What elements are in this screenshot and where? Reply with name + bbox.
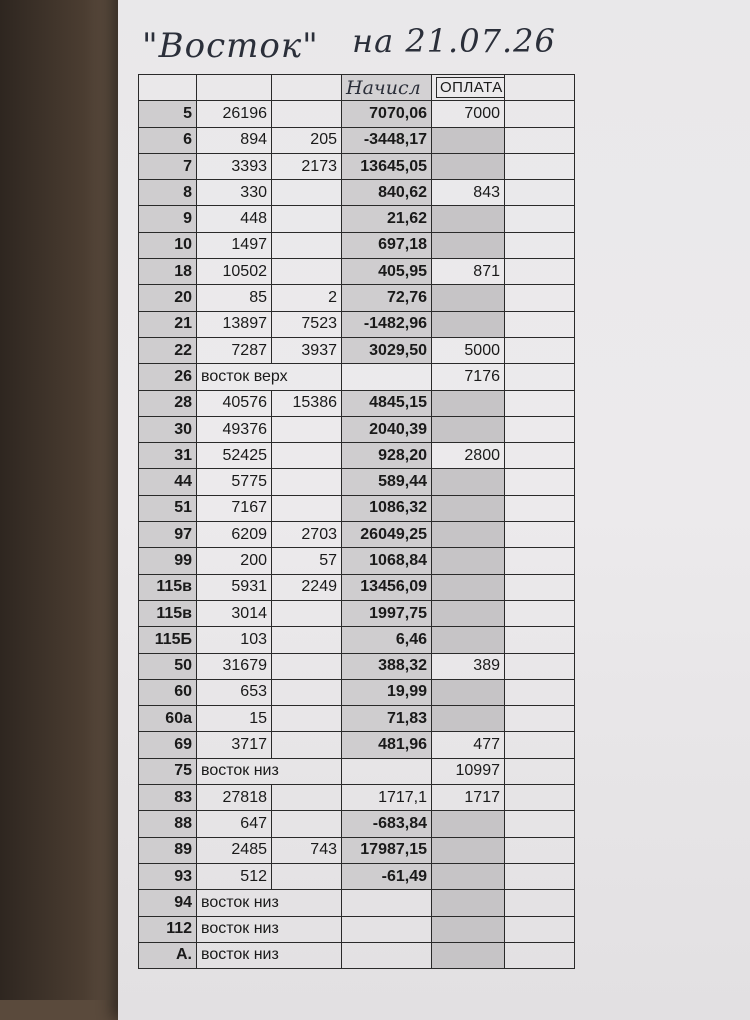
row-number: 50 xyxy=(139,653,197,679)
row-payment: 843 xyxy=(432,180,505,206)
table-row xyxy=(139,785,575,811)
table-row xyxy=(139,732,575,758)
row-number: 89 xyxy=(139,837,197,863)
row-payment xyxy=(432,469,505,495)
row-extra-empty xyxy=(505,916,575,942)
row-number: 26 xyxy=(139,364,197,390)
row-value-b xyxy=(272,627,342,653)
row-number: 20 xyxy=(139,285,197,311)
table-row xyxy=(139,916,575,942)
row-extra-empty xyxy=(505,863,575,889)
row-value-b: 7523 xyxy=(272,311,342,337)
row-payment xyxy=(432,311,505,337)
row-payment xyxy=(432,679,505,705)
row-location: восток низ xyxy=(197,758,342,784)
row-extra-empty xyxy=(505,574,575,600)
row-payment xyxy=(432,600,505,626)
row-payment xyxy=(432,942,505,968)
row-location: восток низ xyxy=(197,916,342,942)
row-payment xyxy=(432,627,505,653)
table-row xyxy=(139,232,575,258)
row-accrued: 1997,75 xyxy=(342,600,432,626)
row-accrued xyxy=(342,758,432,784)
row-value-b xyxy=(272,732,342,758)
table-row xyxy=(139,548,575,574)
row-accrued: 589,44 xyxy=(342,469,432,495)
row-accrued xyxy=(342,890,432,916)
row-accrued: 19,99 xyxy=(342,679,432,705)
row-value-b xyxy=(272,416,342,442)
row-value-a: 103 xyxy=(197,627,272,653)
table-row xyxy=(139,653,575,679)
row-number: 69 xyxy=(139,732,197,758)
row-accrued: 481,96 xyxy=(342,732,432,758)
row-accrued: 7070,06 xyxy=(342,101,432,127)
row-extra-empty xyxy=(505,495,575,521)
row-number: 30 xyxy=(139,416,197,442)
table-row xyxy=(139,837,575,863)
row-accrued: -3448,17 xyxy=(342,127,432,153)
row-number: 28 xyxy=(139,390,197,416)
row-accrued: 388,32 xyxy=(342,653,432,679)
row-payment xyxy=(432,706,505,732)
table-row xyxy=(139,285,575,311)
row-number: 115в xyxy=(139,600,197,626)
row-payment xyxy=(432,890,505,916)
header-payment-cell xyxy=(432,75,505,101)
row-number: 60 xyxy=(139,679,197,705)
row-value-a: 3717 xyxy=(197,732,272,758)
table-row xyxy=(139,443,575,469)
row-accrued: 6,46 xyxy=(342,627,432,653)
table-row xyxy=(139,416,575,442)
row-accrued xyxy=(342,364,432,390)
row-extra-empty xyxy=(505,679,575,705)
row-number: 51 xyxy=(139,495,197,521)
row-extra-empty xyxy=(505,180,575,206)
row-extra-empty xyxy=(505,259,575,285)
row-accrued: 13645,05 xyxy=(342,153,432,179)
row-extra-empty xyxy=(505,732,575,758)
table-row xyxy=(139,758,575,784)
row-extra-empty xyxy=(505,206,575,232)
row-payment xyxy=(432,285,505,311)
row-value-a: 894 xyxy=(197,127,272,153)
row-payment xyxy=(432,153,505,179)
table-row xyxy=(139,259,575,285)
row-accrued xyxy=(342,916,432,942)
row-value-b xyxy=(272,180,342,206)
row-value-b xyxy=(272,785,342,811)
row-value-b xyxy=(272,653,342,679)
row-payment xyxy=(432,416,505,442)
row-number: 18 xyxy=(139,259,197,285)
row-accrued: 13456,09 xyxy=(342,574,432,600)
row-extra-empty xyxy=(505,837,575,863)
row-payment xyxy=(432,495,505,521)
row-value-b xyxy=(272,863,342,889)
row-extra-empty xyxy=(505,600,575,626)
row-number: 99 xyxy=(139,548,197,574)
row-payment xyxy=(432,811,505,837)
row-payment xyxy=(432,522,505,548)
row-value-b xyxy=(272,469,342,495)
row-accrued: 2040,39 xyxy=(342,416,432,442)
table-row xyxy=(139,627,575,653)
row-value-a: 10502 xyxy=(197,259,272,285)
row-value-a: 31679 xyxy=(197,653,272,679)
row-value-b: 2249 xyxy=(272,574,342,600)
row-payment: 10997 xyxy=(432,758,505,784)
row-number: 115Б xyxy=(139,627,197,653)
table-row xyxy=(139,206,575,232)
row-number: 6 xyxy=(139,127,197,153)
row-value-a: 512 xyxy=(197,863,272,889)
row-value-b: 57 xyxy=(272,548,342,574)
row-extra-empty xyxy=(505,785,575,811)
table-row xyxy=(139,942,575,968)
row-value-b xyxy=(272,101,342,127)
row-accrued: 72,76 xyxy=(342,285,432,311)
row-extra-empty xyxy=(505,653,575,679)
row-accrued: 4845,15 xyxy=(342,390,432,416)
row-accrued: 840,62 xyxy=(342,180,432,206)
table-row xyxy=(139,811,575,837)
row-extra-empty xyxy=(505,285,575,311)
row-payment: 389 xyxy=(432,653,505,679)
table-row xyxy=(139,574,575,600)
row-extra-empty xyxy=(505,469,575,495)
row-value-b xyxy=(272,495,342,521)
row-payment: 7176 xyxy=(432,364,505,390)
header-cell-empty xyxy=(197,75,272,101)
row-accrued: 71,83 xyxy=(342,706,432,732)
row-number: А. xyxy=(139,942,197,968)
row-extra-empty xyxy=(505,416,575,442)
row-accrued: -61,49 xyxy=(342,863,432,889)
row-value-b xyxy=(272,206,342,232)
row-value-b xyxy=(272,679,342,705)
row-extra-empty xyxy=(505,758,575,784)
row-payment xyxy=(432,548,505,574)
row-extra-empty xyxy=(505,548,575,574)
row-accrued: 26049,25 xyxy=(342,522,432,548)
row-number: 97 xyxy=(139,522,197,548)
row-value-a: 27818 xyxy=(197,785,272,811)
header-accrued: Начисл xyxy=(342,75,432,101)
row-value-b xyxy=(272,811,342,837)
row-value-b xyxy=(272,600,342,626)
row-extra-empty xyxy=(505,627,575,653)
row-value-a: 1497 xyxy=(197,232,272,258)
row-value-a: 2485 xyxy=(197,837,272,863)
row-value-b: 743 xyxy=(272,837,342,863)
row-payment: 477 xyxy=(432,732,505,758)
row-value-b: 205 xyxy=(272,127,342,153)
table-row xyxy=(139,127,575,153)
row-number: 88 xyxy=(139,811,197,837)
table-row xyxy=(139,706,575,732)
row-value-b: 2 xyxy=(272,285,342,311)
row-value-a: 647 xyxy=(197,811,272,837)
row-number: 112 xyxy=(139,916,197,942)
row-extra-empty xyxy=(505,390,575,416)
row-value-b: 2173 xyxy=(272,153,342,179)
row-number: 22 xyxy=(139,337,197,363)
row-value-a: 7167 xyxy=(197,495,272,521)
row-number: 31 xyxy=(139,443,197,469)
row-payment xyxy=(432,837,505,863)
table-row xyxy=(139,311,575,337)
row-extra-empty xyxy=(505,443,575,469)
table-row xyxy=(139,600,575,626)
row-extra-empty xyxy=(505,890,575,916)
title-date: на 21.07.26 xyxy=(352,22,556,60)
table-row xyxy=(139,863,575,889)
table-row xyxy=(139,522,575,548)
row-accrued: 3029,50 xyxy=(342,337,432,363)
handwritten-title xyxy=(130,14,730,74)
table-row xyxy=(139,495,575,521)
row-number: 94 xyxy=(139,890,197,916)
row-payment: 2800 xyxy=(432,443,505,469)
title-name: "Восток" xyxy=(142,26,319,66)
row-number: 83 xyxy=(139,785,197,811)
row-accrued: 21,62 xyxy=(342,206,432,232)
row-payment xyxy=(432,127,505,153)
row-value-b: 3937 xyxy=(272,337,342,363)
row-payment: 1717 xyxy=(432,785,505,811)
row-payment xyxy=(432,206,505,232)
row-number: 75 xyxy=(139,758,197,784)
row-value-b xyxy=(272,443,342,469)
row-accrued: 1717,1 xyxy=(342,785,432,811)
row-extra-empty xyxy=(505,337,575,363)
row-accrued: 17987,15 xyxy=(342,837,432,863)
table-row xyxy=(139,153,575,179)
row-extra-empty xyxy=(505,311,575,337)
row-payment: 7000 xyxy=(432,101,505,127)
row-value-a: 653 xyxy=(197,679,272,705)
row-value-a: 7287 xyxy=(197,337,272,363)
table-row xyxy=(139,364,575,390)
row-value-b xyxy=(272,232,342,258)
row-value-b xyxy=(272,259,342,285)
row-value-a: 6209 xyxy=(197,522,272,548)
row-extra-empty xyxy=(505,153,575,179)
row-extra-empty xyxy=(505,522,575,548)
row-accrued: 405,95 xyxy=(342,259,432,285)
row-accrued: -1482,96 xyxy=(342,311,432,337)
row-payment: 5000 xyxy=(432,337,505,363)
header-cell-empty xyxy=(139,75,197,101)
row-value-a: 3393 xyxy=(197,153,272,179)
row-number: 44 xyxy=(139,469,197,495)
row-extra-empty xyxy=(505,811,575,837)
table-row xyxy=(139,469,575,495)
table-row xyxy=(139,180,575,206)
row-extra-empty xyxy=(505,232,575,258)
row-value-b xyxy=(272,706,342,732)
row-extra-empty xyxy=(505,942,575,968)
row-value-a: 13897 xyxy=(197,311,272,337)
row-value-a: 5775 xyxy=(197,469,272,495)
header-payment-label: ОПЛАТА xyxy=(436,77,505,98)
row-accrued: 928,20 xyxy=(342,443,432,469)
row-accrued: -683,84 xyxy=(342,811,432,837)
row-value-a: 200 xyxy=(197,548,272,574)
table-row xyxy=(139,890,575,916)
row-number: 8 xyxy=(139,180,197,206)
row-payment xyxy=(432,232,505,258)
row-value-b: 15386 xyxy=(272,390,342,416)
header-cell-empty xyxy=(272,75,342,101)
row-number: 9 xyxy=(139,206,197,232)
row-value-a: 330 xyxy=(197,180,272,206)
row-extra-empty xyxy=(505,127,575,153)
table-row xyxy=(139,679,575,705)
row-number: 60а xyxy=(139,706,197,732)
table-row xyxy=(139,101,575,127)
row-value-a: 5931 xyxy=(197,574,272,600)
header-row xyxy=(139,75,575,101)
row-number: 5 xyxy=(139,101,197,127)
row-value-a: 15 xyxy=(197,706,272,732)
row-value-b: 2703 xyxy=(272,522,342,548)
row-payment: 871 xyxy=(432,259,505,285)
row-payment xyxy=(432,390,505,416)
row-extra-empty xyxy=(505,101,575,127)
row-value-a: 49376 xyxy=(197,416,272,442)
row-location: восток верх xyxy=(197,364,342,390)
row-accrued: 697,18 xyxy=(342,232,432,258)
row-payment xyxy=(432,574,505,600)
row-value-a: 40576 xyxy=(197,390,272,416)
row-value-a: 52425 xyxy=(197,443,272,469)
row-accrued: 1086,32 xyxy=(342,495,432,521)
row-extra-empty xyxy=(505,706,575,732)
row-value-a: 85 xyxy=(197,285,272,311)
row-location: восток низ xyxy=(197,942,342,968)
row-value-a: 3014 xyxy=(197,600,272,626)
row-payment xyxy=(432,916,505,942)
row-number: 10 xyxy=(139,232,197,258)
row-extra-empty xyxy=(505,364,575,390)
row-number: 93 xyxy=(139,863,197,889)
row-payment xyxy=(432,863,505,889)
row-accrued: 1068,84 xyxy=(342,548,432,574)
row-number: 7 xyxy=(139,153,197,179)
row-number: 21 xyxy=(139,311,197,337)
row-value-a: 26196 xyxy=(197,101,272,127)
row-value-a: 448 xyxy=(197,206,272,232)
table-row xyxy=(139,390,575,416)
table-row xyxy=(139,337,575,363)
row-accrued xyxy=(342,942,432,968)
row-location: восток низ xyxy=(197,890,342,916)
row-number: 115в xyxy=(139,574,197,600)
accruals-table xyxy=(138,74,575,969)
header-cell-empty xyxy=(505,75,575,101)
